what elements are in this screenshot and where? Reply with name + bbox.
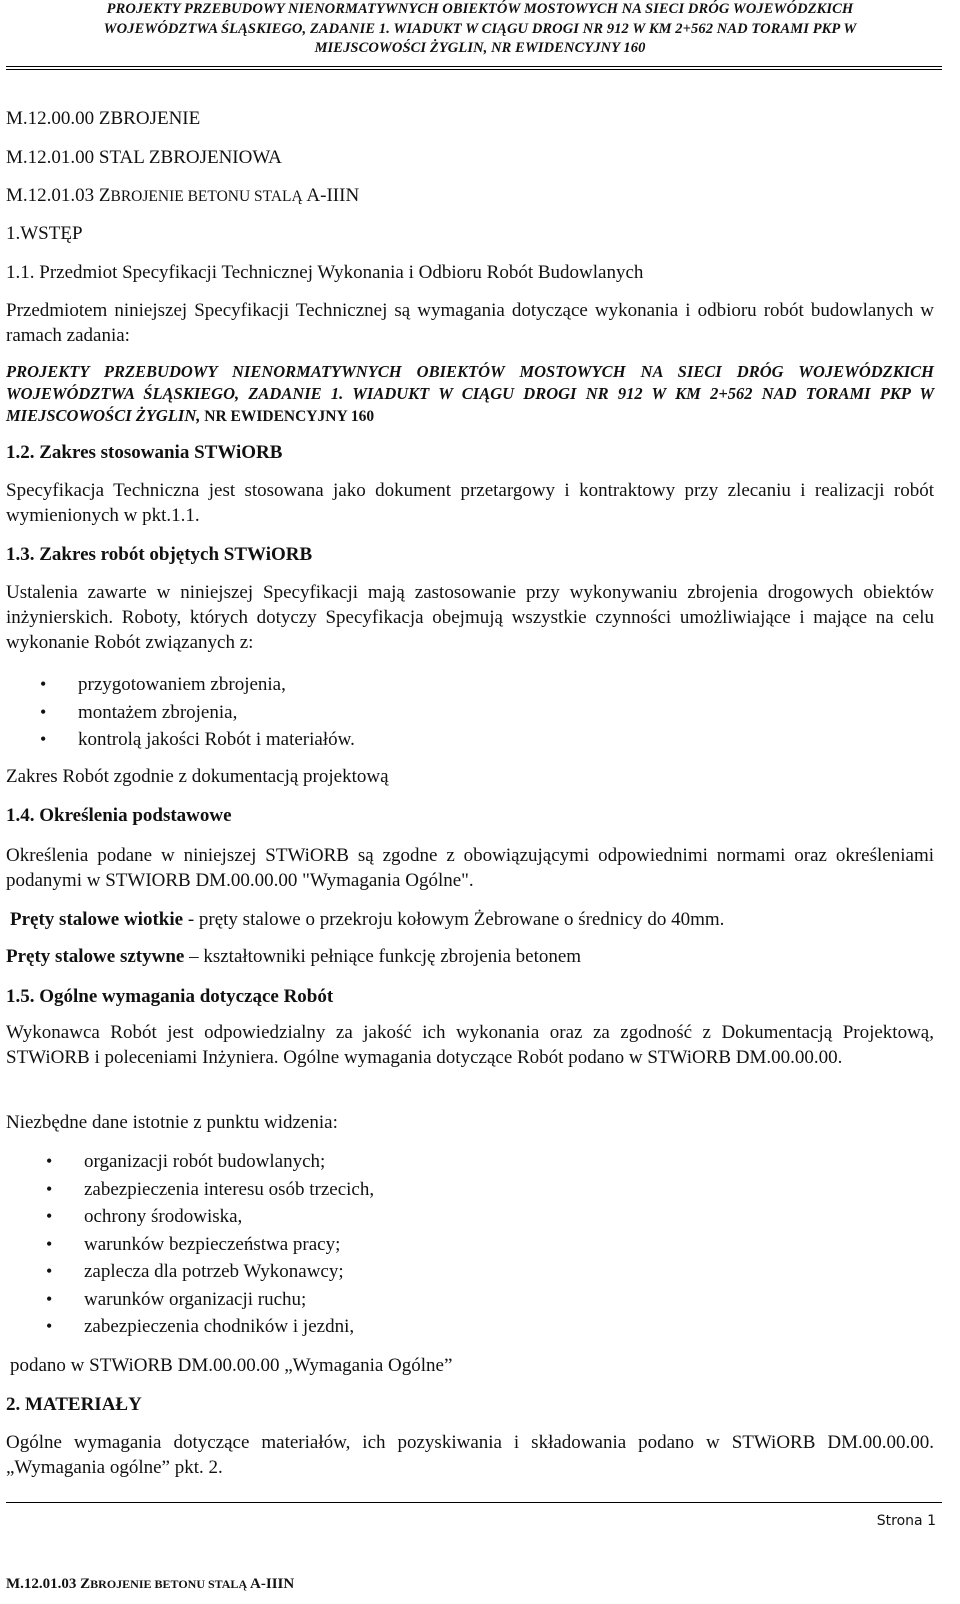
section-wstep: 1.WSTĘP: [6, 223, 83, 244]
definition-term: Pręty stalowe sztywne: [6, 946, 185, 967]
title-m120103: [6, 183, 934, 209]
definition-text: – kształtowniki pełniące funkcję zbrojenia betonem: [184, 946, 582, 967]
definition-flexible-bars: [10, 907, 938, 932]
paragraph-2: Ogólne wymagania dotyczące materiałów, ich pozyskiwania i składowania podano w STWiORB DM.00.00.00. „Wymagania ogólne” pkt. 2.: [6, 1432, 934, 1478]
header-line-3: MIEJSCOWOŚCI ŻYGLIN, NR EWIDENCYJNY 160: [314, 40, 646, 56]
list-item: • zaplecza dla potrzeb Wykonawcy;: [84, 1258, 374, 1286]
paragraph-1-2: Specyfikacja Techniczna jest stosowana jako dokument przetargowy i kontraktowy przy zlecaniu i realizacji robót wymienionych w pkt.1.1.: [6, 480, 934, 526]
footer-spec-label: [6, 1576, 294, 1593]
requirements-list: [84, 1148, 374, 1341]
heading-1-1: 1.1. Przedmiot Specyfikacji Technicznej Wykonania i Odbioru Robót Budowlanych: [6, 262, 644, 283]
definition-term: Pręty stalowe wiotkie: [10, 909, 184, 930]
footer-divider: [6, 1502, 942, 1503]
title-m120103-smallcaps: BROJENIE BETONU STALĄ: [110, 188, 303, 205]
page-number: Strona 1: [876, 1513, 936, 1529]
project-name-italic: PROJEKTY PRZEBUDOWY NIENORMATYWNYCH OBIEKTÓW MOSTOWYCH NA SIECI DRÓG WOJEWÓDZKICH WOJEWÓDZTWA ŚLĄSKIEGO, ZADANIE 1. WIADUKT W CIĄGU DROGI NR 912 W KM 2+562 NAD TORAMI PKP W MIEJSCOWOŚCI ŻYGLIN,: [6, 362, 934, 425]
requirements-reference: podano w STWiORB DM.00.00.00 „Wymagania Ogólne”: [10, 1355, 453, 1376]
list-item: • zabezpieczenia interesu osób trzecich,: [84, 1176, 374, 1204]
paragraph-1-1: Przedmiotem niniejszej Specyfikacji Technicznej są wymagania dotyczące wykonania i odbioru robót budowlanych w ramach zadania:: [6, 300, 934, 346]
project-name-tail: NR EWIDENCYJNY 160: [200, 408, 375, 425]
header-divider-2: [6, 69, 942, 70]
list-item: • przygotowaniem zbrojenia,: [78, 671, 355, 699]
footer-label-suffix: A-IIIN: [247, 1576, 295, 1592]
scope-list: [78, 671, 355, 754]
paragraph-1-4: Określenia podane w niniejszej STWiORB są zgodne z obowiązującymi odpowiednimi normami oraz określeniami podanymi w STWIORB DM.00.00.00 "Wymagania Ogólne".: [6, 845, 934, 891]
list-item: • warunków bezpieczeństwa pracy;: [84, 1231, 374, 1259]
title-m120000: M.12.00.00 ZBROJENIE: [6, 108, 201, 129]
header-divider: [6, 66, 942, 67]
heading-1-2: 1.2. Zakres stosowania STWiORB: [6, 442, 283, 463]
definition-text: - pręty stalowe o przekroju kołowym Żebrowane o średnicy do 40mm.: [183, 909, 725, 930]
definition-rigid-bars: [6, 944, 934, 969]
list-item: • warunków organizacji ruchu;: [84, 1286, 374, 1314]
footer-label-smallcaps: BROJENIE BETONU STALĄ: [90, 1577, 248, 1591]
heading-1-3: 1.3. Zakres robót objętych STWiORB: [6, 544, 313, 565]
title-m120103-prefix: M.12.01.03 Z: [6, 185, 111, 206]
footer-label-prefix: M.12.01.03 Z: [6, 1576, 91, 1592]
scope-note: Zakres Robót zgodnie z dokumentacją projektową: [6, 766, 389, 787]
heading-2: 2. MATERIAŁY: [6, 1394, 142, 1415]
list-item: • zabezpieczenia chodników i jezdni,: [84, 1313, 374, 1341]
list-item: • montażem zbrojenia,: [78, 699, 355, 727]
title-m120103-suffix: A-IIIN: [302, 185, 360, 206]
header-line-2: WOJEWÓDZTWA ŚLĄSKIEGO, ZADANIE 1. WIADUKT W CIĄGU DROGI NR 912 W KM 2+562 NAD TORAMI PKP W: [103, 20, 857, 37]
requirements-intro: Niezbędne dane istotnie z punktu widzenia:: [6, 1112, 338, 1133]
paragraph-1-5: Wykonawca Robót jest odpowiedzialny za jakość ich wykonania oraz za zgodność z Dokumentacją Projektową, STWiORB i poleceniami Inżyniera. Ogólne wymagania dotyczące Robót podano w STWiORB DM.00.00.00.: [6, 1022, 934, 1068]
list-item: • ochrony środowiska,: [84, 1203, 374, 1231]
heading-1-4: 1.4. Określenia podstawowe: [6, 805, 232, 826]
title-m120100: M.12.01.00 STAL ZBROJENIOWA: [6, 147, 282, 168]
heading-1-5: 1.5. Ogólne wymagania dotyczące Robót: [6, 986, 334, 1007]
list-item: • kontrolą jakości Robót i materiałów.: [78, 726, 355, 754]
project-name: [6, 361, 934, 428]
list-item: • organizacji robót budowlanych;: [84, 1148, 374, 1176]
header-line-1: PROJEKTY PRZEBUDOWY NIENORMATYWNYCH OBIEKTÓW MOSTOWYCH NA SIECI DRÓG WOJEWÓDZKICH: [106, 1, 854, 17]
running-header: [0, 0, 960, 59]
paragraph-1-3: Ustalenia zawarte w niniejszej Specyfikacji mają zastosowanie przy wykonywaniu zbrojenia drogowych obiektów inżynierskich. Roboty, których dotyczy Specyfikacja obejmują wszystkie czynności umożliwiające i mające na celu wykonanie Robót związanych z:: [6, 582, 934, 653]
